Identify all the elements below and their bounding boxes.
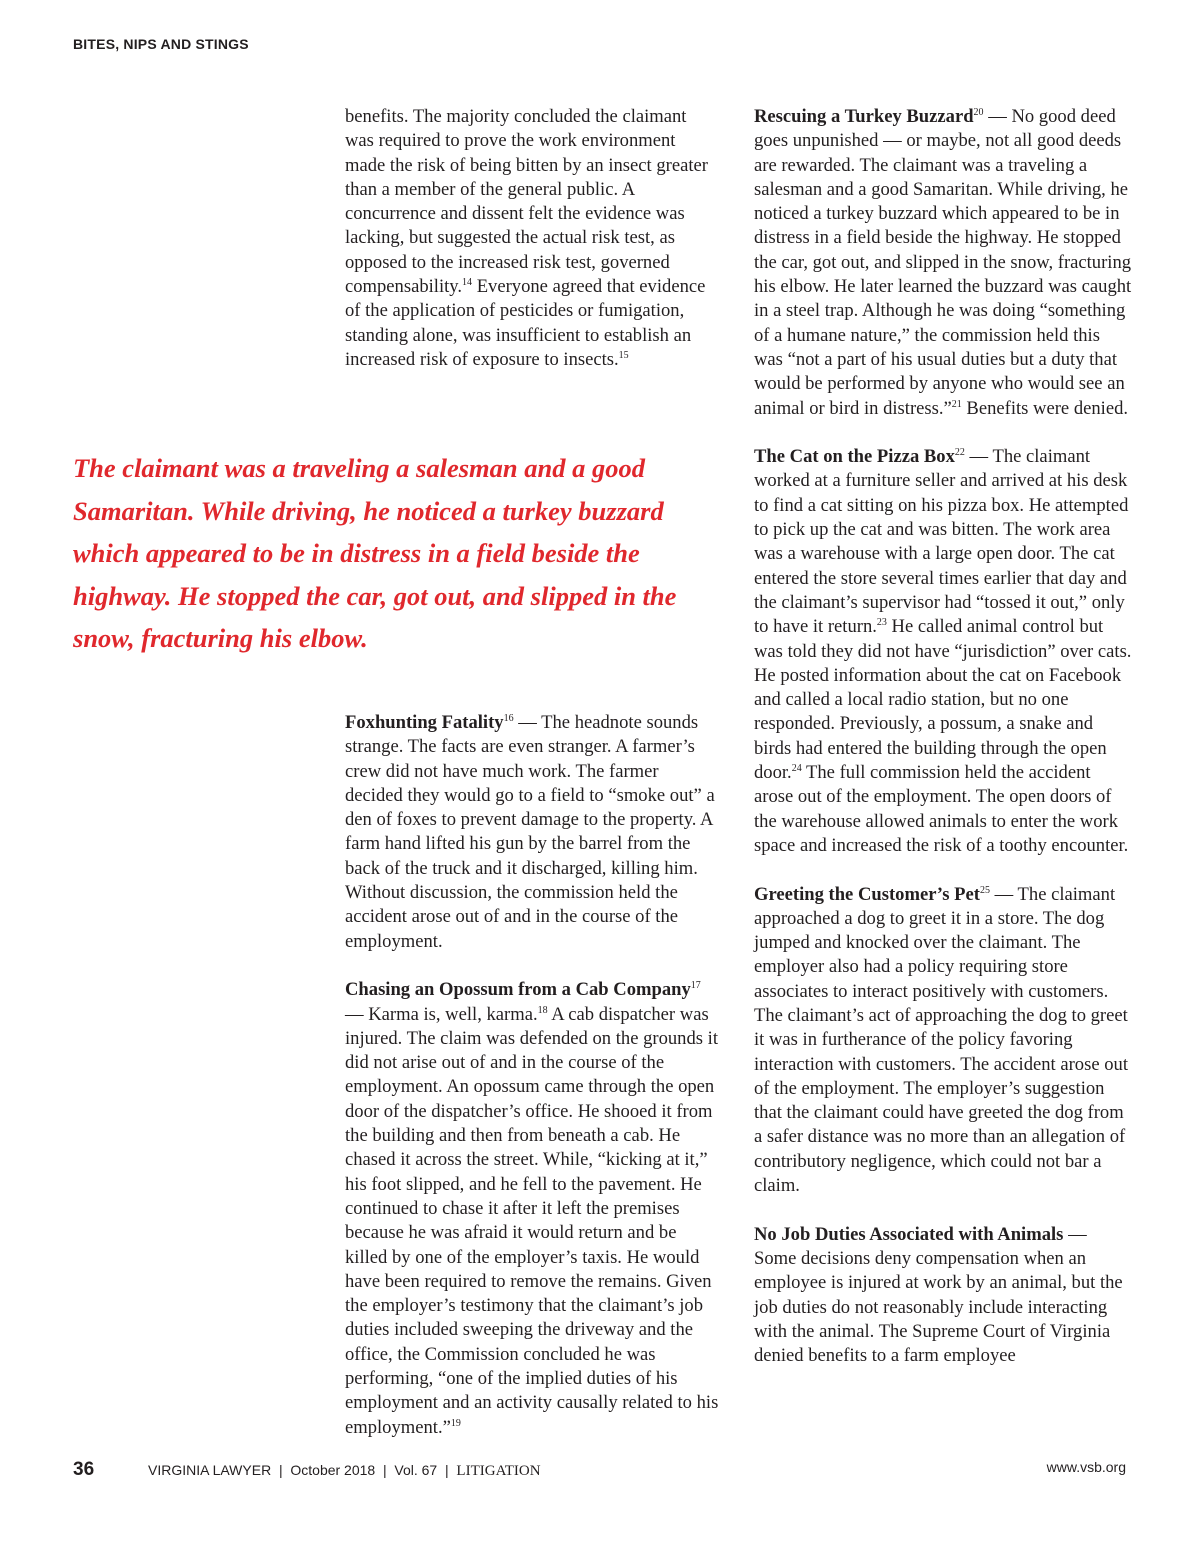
case-heading: No Job Duties Associated with Animals — [754, 1223, 1064, 1245]
paragraph-turkey-buzzard: Rescuing a Turkey Buzzard$^{20}$ — No good deed goes unpunished — or maybe, not all good deeds are rewarded. The claimant was a traveling a salesman and a good Samaritan. While driving, he noticed a turkey buzzard which appeared to be in distress in a field beside the highway. He stopped the car, got out, and slipped in the snow, fracturing his elbow. He later learned the buzzard was caught in a steel trap. Although he was doing “something of a humane nature,” the commission held this was “not a part of his usual duties but a duty that would be performed by anyone who would see an animal or bird in distress.”$^{21}$ Benefits were denied. — [754, 106, 1132, 419]
case-heading: Greeting the Customer’s Pet — [754, 883, 980, 905]
footnote-ref[interactable]: 23 — [876, 617, 887, 629]
case-heading: Rescuing a Turkey Buzzard — [754, 106, 974, 127]
column-right — [754, 105, 1132, 1368]
paragraph-foxhunting: Foxhunting Fatality$^{16}$ — The headnote sounds strange. The facts are even stranger. A farmer’s crew did not have much work. The farmer decided they would go to a field to “smoke out” a den of foxes to prevent damage to the property. A farm hand lifted his gun by the barrel from the back of the truck and it discharged, killing him. Without discussion, the commission held the accident arose out of and in the course of the employment. — [345, 712, 715, 952]
pull-quote: The claimant was a traveling a salesman and a good Samaritan. While driving, he noticed a turkey buzzard which appeared to be in distress in a field beside the highway. He stopped the car, got out, and slipped in the snow, fracturing his elbow. — [73, 453, 677, 653]
running-header: BITES, NIPS AND STINGS — [73, 36, 249, 52]
paragraph-no-job-duties: No Job Duties Associated with Animals — Some decisions deny compensation when an employee is injured at work by an animal, but the job duties do not reasonably include interacting with the animal. The Supreme Court of Virginia denied benefits to a farm employee — [754, 1223, 1123, 1367]
paragraph-cat-pizza-box: The Cat on the Pizza Box$^{22}$ — The claimant worked at a furniture seller and arrived at his desk to find a cat sitting on his pizza box. He attempted to pick up the cat and was bitten. The work area was a warehouse with a large open door. The cat entered the store several times earlier that day and the claimant’s supervisor had “tossed it out,” only to have it return.$^{23}$ He called animal control but was told they did not have “jurisdiction” over cats. He posted information about the cat on Facebook and called a local radio station, but no one responded. Previously, a possum, a snake and birds had entered the building through the open door.$^{24}$ The full commission held the accident arose out of the employment. The open doors of the warehouse allowed animals to enter the work space and increased the risk of a toothy encounter. — [754, 446, 1132, 856]
footnote-ref[interactable]: 16 — [503, 713, 514, 724]
paragraph-opossum: Chasing an Opossum from a Cab Company$^{17}$ — Karma is, well, karma.$^{18}$ A cab dispatcher was injured. The claim was defended on the grounds it did not arise out of and in the course of the employment. An opossum came through the open door of the dispatcher’s office. He shooed it from the building and then from beneath a cab. He chased it across the street. While, “kicking at it,” his foot slipped, and he fell to the pavement. He continued to chase it after it left the premises because he was afraid it would return and be killed by one of the employer’s taxis. He would have been required to remove the remains. Given the employer’s testimony that the claimant’s job duties included sweeping the driveway and the office, the Commission concluded he was performing, “one of the implied duties of his employment and an activity causally related to his employment.”$^{19}$ — [345, 979, 719, 1438]
footnote-ref[interactable]: 18 — [537, 1004, 548, 1016]
footnote-ref[interactable]: 24 — [791, 763, 802, 775]
case-heading: Foxhunting Fatality — [345, 712, 504, 733]
footnote-ref[interactable]: 22 — [954, 447, 965, 459]
paragraph-customer-pet: Greeting the Customer’s Pet$^{25}$ — The claimant approached a dog to greet it in a store. The dog jumped and knocked over the claimant. The employer also had a policy requiring store associates to interact positively with customers. The claimant’s act of approaching the dog to greet it was in furtherance of the policy favoring interaction with customers. The accident arose out of the employment. The employer’s suggestion that the claimant could have greeted the dog from a safer distance was no more than an allegation of contributory negligence, which could not bar a claim. — [754, 883, 1128, 1197]
case-heading: The Cat on the Pizza Box — [754, 446, 955, 468]
column-left-top — [345, 105, 720, 372]
section-label: LITIGATION — [456, 1463, 541, 1479]
footnote-ref[interactable]: 20 — [973, 107, 984, 118]
case-heading: Chasing an Opossum from a Cab Company — [345, 979, 691, 1001]
column-left-bottom — [345, 711, 720, 1440]
paragraph-insect-benefits: benefits. The majority concluded the claimant was required to prove the work environment made the risk of being bitten by an insect greater than a member of the general public. A concurrence and dissent felt the evidence was lacking, but suggested the actual risk test, as opposed to the increased risk test, governed compensability.$^{14}$ Everyone agreed that evidence of the application of pesticides or fumigation, standing alone, was insufficient to establish an increased risk of exposure to insects.$^{15}$ — [345, 106, 708, 370]
footnote-ref[interactable]: 19 — [450, 1417, 461, 1429]
site-link[interactable]: www.vsb.org — [1046, 1459, 1126, 1475]
page-number: 36 — [73, 1459, 95, 1480]
footnote-ref[interactable]: 21 — [951, 398, 962, 410]
journal-info: VIRGINIA LAWYER | October 2018 | Vol. 67 | LITIGATION — [148, 1462, 541, 1479]
footnote-ref[interactable]: 25 — [979, 884, 990, 896]
footnote-ref[interactable]: 17 — [690, 980, 701, 992]
footnote-ref[interactable]: 14 — [462, 277, 473, 289]
footnote-ref[interactable]: 15 — [618, 349, 629, 361]
